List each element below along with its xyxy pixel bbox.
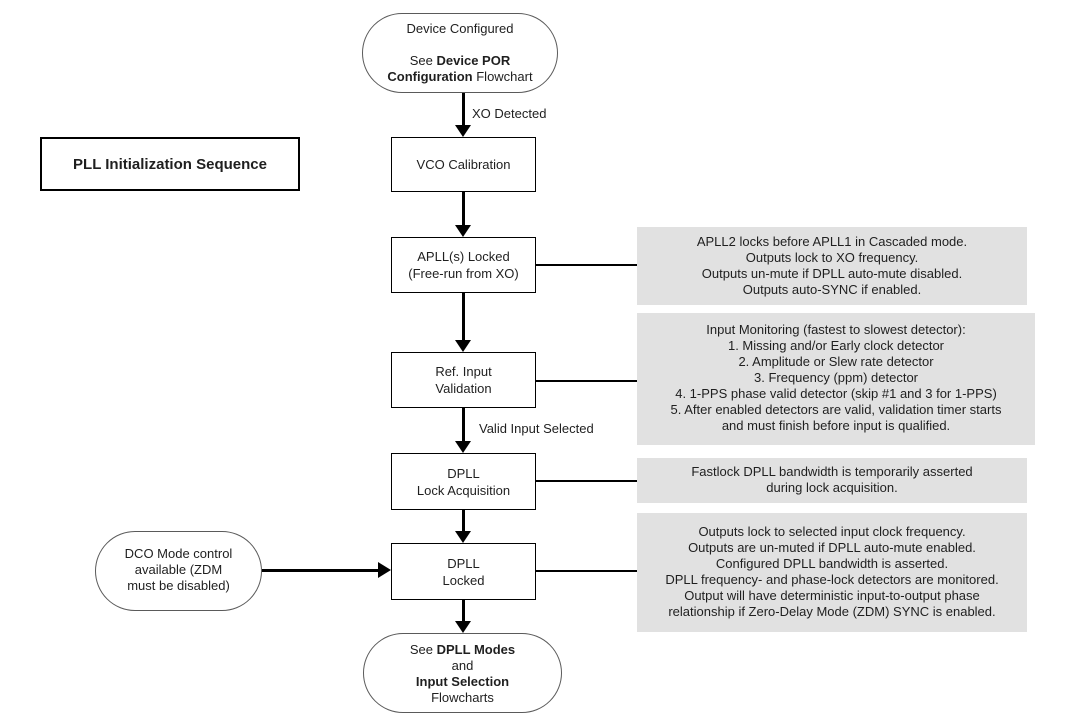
process-box-apll-locked	[391, 237, 536, 293]
flow-line-start-to-vco	[462, 93, 465, 125]
note-apll	[637, 227, 1027, 305]
process-box-dpll-locked	[391, 543, 536, 600]
end-node-line4: Flowcharts	[431, 690, 494, 705]
flow-line-acq-to-locked	[462, 510, 465, 531]
start-node-line1: Device Configured	[406, 21, 514, 36]
start-node-device-configured	[362, 13, 558, 93]
end-node-line1: See DPLL Modes	[409, 642, 516, 657]
start-node-line2: See Device POR	[409, 53, 511, 68]
note-dpll-locked-line: Outputs lock to selected input clock frequency.	[698, 524, 966, 539]
dpll-locked-line1: DPLL	[447, 555, 480, 571]
process-box-ref-input-validation	[391, 352, 536, 408]
arrowhead-down-icon	[455, 531, 471, 543]
note-apll-line: Outputs lock to XO frequency.	[745, 250, 919, 265]
process-box-vco-calibration	[391, 137, 536, 192]
end-node-see-flowcharts	[363, 633, 562, 713]
note-input-monitoring-line: 1. Missing and/or Early clock detector	[727, 338, 945, 353]
arrowhead-down-icon	[455, 125, 471, 137]
arrowhead-right-icon	[378, 562, 391, 578]
dpll-acq-line1: DPLL	[447, 465, 480, 481]
note-input-monitoring-line: Input Monitoring (fastest to slowest detector):	[706, 322, 966, 337]
end-node-line2: and	[451, 658, 474, 673]
note-apll-line: APLL2 locks before APLL1 in Cascaded mode.	[696, 234, 968, 249]
note-dpll-locked-line: DPLL frequency- and phase-lock detectors are monitored.	[665, 572, 999, 587]
note-apll-line: Outputs un-mute if DPLL auto-mute disabled.	[701, 266, 963, 281]
note-connector-input-monitoring	[536, 380, 637, 382]
flow-line-apll-to-refinput	[462, 293, 465, 340]
end-node-line3: Input Selection	[415, 674, 510, 689]
note-dpll-locked-line: relationship if Zero-Delay Mode (ZDM) SYNC is enabled.	[668, 604, 996, 619]
note-dpll-locked-line: Configured DPLL bandwidth is asserted.	[715, 556, 949, 571]
note-connector-dpll-locked	[536, 570, 637, 572]
note-connector-apll	[536, 264, 637, 266]
node-dco-mode-control	[95, 531, 262, 611]
note-input-monitoring	[637, 313, 1035, 445]
dpll-locked-line2: Locked	[442, 572, 485, 588]
edge-label-xo-detected: XO Detected	[472, 106, 547, 121]
dco-oval-line1: DCO Mode control	[124, 546, 233, 561]
note-fastlock-line: Fastlock DPLL bandwidth is temporarily asserted	[691, 464, 973, 479]
ref-input-line2: Validation	[435, 381, 492, 396]
diagram-title-box	[40, 137, 300, 191]
arrowhead-down-icon	[455, 225, 471, 237]
note-apll-line: Outputs auto-SYNC if enabled.	[742, 282, 922, 297]
note-input-monitoring-line: 5. After enabled detectors are valid, validation timer starts	[670, 402, 1002, 417]
note-connector-fastlock	[536, 480, 637, 482]
process-box-dpll-lock-acquisition	[391, 453, 536, 510]
vco-calibration-label: VCO Calibration	[416, 157, 511, 172]
note-dpll-locked-line: Outputs are un-muted if DPLL auto-mute enabled.	[688, 540, 976, 555]
arrowhead-down-icon	[455, 340, 471, 352]
arrowhead-down-icon	[455, 621, 471, 633]
apll-locked-line1: APLL(s) Locked	[417, 249, 510, 264]
note-input-monitoring-line: 3. Frequency (ppm) detector	[753, 370, 919, 385]
arrowhead-down-icon	[455, 441, 471, 453]
dco-oval-line3: must be disabled)	[127, 578, 230, 593]
ref-input-line1: Ref. Input	[435, 364, 492, 379]
diagram-title: PLL Initialization Sequence	[73, 155, 267, 173]
apll-locked-line2: (Free-run from XO)	[408, 266, 519, 281]
edge-label-valid-input-selected: Valid Input Selected	[479, 421, 594, 436]
dpll-acq-line2: Lock Acquisition	[416, 482, 511, 498]
flow-line-vco-to-apll	[462, 192, 465, 225]
note-input-monitoring-line: 2. Amplitude or Slew rate detector	[738, 354, 934, 369]
note-dpll-locked-line: Output will have deterministic input-to-output phase	[684, 588, 980, 603]
note-input-monitoring-line: and must finish before input is qualified.	[721, 418, 951, 433]
note-input-monitoring-line: 4. 1-PPS phase valid detector (skip #1 and 3 for 1-PPS)	[675, 386, 997, 401]
note-dpll-locked	[637, 513, 1027, 632]
note-fastlock-line: during lock acquisition.	[766, 480, 898, 495]
start-node-blank-line	[363, 37, 557, 53]
start-node-line3: Configuration Flowchart	[387, 69, 533, 84]
flow-line-dco-to-locked	[262, 569, 378, 572]
note-fastlock	[637, 458, 1027, 503]
flow-line-refinput-to-acq	[462, 408, 465, 441]
flow-line-locked-to-end	[462, 600, 465, 621]
dco-oval-line2: available (ZDM	[134, 562, 223, 577]
